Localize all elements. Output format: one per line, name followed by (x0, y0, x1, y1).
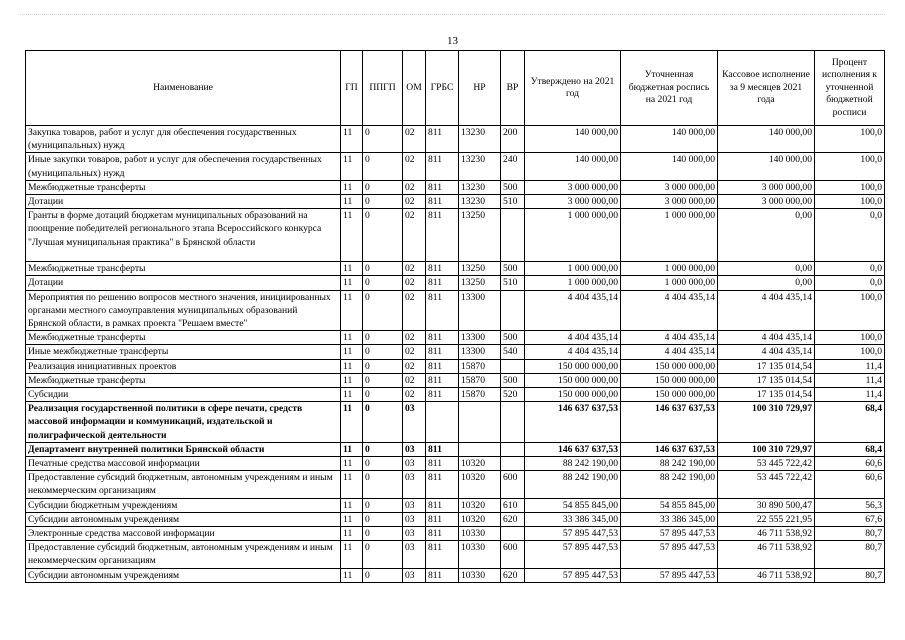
row-vr (501, 457, 525, 471)
table-row (26, 262, 885, 276)
row-name: Межбюджетные трансферты (26, 331, 341, 345)
row-cash: 140 000,00 (718, 153, 815, 180)
header-clarified: Уточненная бюджетная роспись на 2021 год (621, 51, 718, 126)
row-np (459, 402, 501, 443)
row-approved: 57 895 447,53 (525, 527, 621, 541)
row-percent: 0,0 (815, 209, 885, 262)
row-vr: 620 (501, 568, 525, 582)
row-clarified: 88 242 190,00 (621, 471, 718, 498)
row-vr (501, 402, 525, 443)
row-np: 13300 (459, 331, 501, 345)
row-name: Гранты в форме дотаций бюджетам муниципальных образований на поощрение победителей регионального этапа Всероссийского конкурса "Лучшая муниципальная практика" в Брянской области (26, 209, 341, 262)
row-np: 10320 (459, 498, 501, 512)
row-grbs: 811 (426, 541, 459, 568)
row-np: 13250 (459, 276, 501, 290)
row-grbs: 811 (426, 209, 459, 262)
row-om: 02 (403, 209, 426, 262)
row-vr (501, 442, 525, 456)
row-cash: 17 135 014,54 (718, 388, 815, 402)
row-clarified: 150 000 000,00 (621, 373, 718, 387)
row-cash: 17 135 014,54 (718, 373, 815, 387)
row-cash: 53 445 722,42 (718, 457, 815, 471)
table-row (26, 498, 885, 512)
row-approved: 3 000 000,00 (525, 195, 621, 209)
row-gp: 11 (341, 402, 363, 443)
row-gp: 11 (341, 388, 363, 402)
row-grbs: 811 (426, 568, 459, 582)
row-np: 10330 (459, 527, 501, 541)
row-name: Дотации (26, 276, 341, 290)
row-gp: 11 (341, 442, 363, 456)
row-cash: 4 404 435,14 (718, 345, 815, 359)
row-vr: 500 (501, 262, 525, 276)
header-grbs: ГРБС (426, 51, 459, 126)
row-cash: 100 310 729,97 (718, 402, 815, 443)
row-vr: 600 (501, 541, 525, 568)
table-row (26, 276, 885, 290)
row-gp: 11 (341, 512, 363, 526)
row-grbs: 811 (426, 359, 459, 373)
table-row (26, 527, 885, 541)
row-percent: 11,4 (815, 373, 885, 387)
row-vr: 500 (501, 373, 525, 387)
row-approved: 150 000 000,00 (525, 359, 621, 373)
row-np: 13250 (459, 209, 501, 262)
row-percent: 68,4 (815, 442, 885, 456)
row-cash: 4 404 435,14 (718, 331, 815, 345)
header-om: ОМ (403, 51, 426, 126)
row-gp: 11 (341, 498, 363, 512)
table-row (26, 373, 885, 387)
row-om: 02 (403, 195, 426, 209)
row-cash: 0,00 (718, 262, 815, 276)
row-om: 02 (403, 180, 426, 194)
row-clarified: 140 000,00 (621, 126, 718, 153)
row-om: 03 (403, 442, 426, 456)
row-name: Реализация инициативных проектов (26, 359, 341, 373)
budget-table (25, 50, 885, 583)
table-row (26, 209, 885, 262)
row-vr: 540 (501, 345, 525, 359)
row-percent: 68,4 (815, 402, 885, 443)
row-name: Межбюджетные трансферты (26, 373, 341, 387)
row-ppgp: 0 (363, 126, 403, 153)
row-percent: 0,0 (815, 276, 885, 290)
row-percent: 100,0 (815, 180, 885, 194)
row-cash: 22 555 221,95 (718, 512, 815, 526)
row-om: 02 (403, 331, 426, 345)
row-om: 02 (403, 262, 426, 276)
row-om: 03 (403, 541, 426, 568)
table-row (26, 442, 885, 456)
row-percent: 100,0 (815, 345, 885, 359)
row-approved: 4 404 435,14 (525, 331, 621, 345)
row-ppgp: 0 (363, 276, 403, 290)
row-clarified: 140 000,00 (621, 153, 718, 180)
row-cash: 100 310 729,97 (718, 442, 815, 456)
row-approved: 54 855 845,00 (525, 498, 621, 512)
row-cash: 4 404 435,14 (718, 290, 815, 331)
row-ppgp: 0 (363, 180, 403, 194)
row-np: 15870 (459, 388, 501, 402)
row-ppgp: 0 (363, 568, 403, 582)
row-om: 02 (403, 126, 426, 153)
row-clarified: 150 000 000,00 (621, 388, 718, 402)
row-grbs: 811 (426, 262, 459, 276)
row-percent: 100,0 (815, 290, 885, 331)
row-approved: 88 242 190,00 (525, 471, 621, 498)
row-cash: 46 711 538,92 (718, 541, 815, 568)
row-ppgp: 0 (363, 527, 403, 541)
header-name: Наименование (26, 51, 341, 126)
row-name: Предоставление субсидий бюджетным, автономным учреждениям и иным некоммерческим организациям (26, 471, 341, 498)
row-gp: 11 (341, 373, 363, 387)
row-name: Иные закупки товаров, работ и услуг для обеспечения государственных (муниципальных) нужд (26, 153, 341, 180)
row-approved: 1 000 000,00 (525, 209, 621, 262)
row-clarified: 1 000 000,00 (621, 276, 718, 290)
header-percent: Процент исполнения к уточненной бюджетной росписи (815, 51, 885, 126)
row-clarified: 150 000 000,00 (621, 359, 718, 373)
row-ppgp: 0 (363, 345, 403, 359)
row-gp: 11 (341, 126, 363, 153)
row-gp: 11 (341, 568, 363, 582)
row-om: 02 (403, 373, 426, 387)
row-clarified: 33 386 345,00 (621, 512, 718, 526)
row-gp: 11 (341, 471, 363, 498)
row-np: 13250 (459, 262, 501, 276)
row-percent: 100,0 (815, 331, 885, 345)
table-row (26, 402, 885, 443)
table-row (26, 331, 885, 345)
row-vr: 500 (501, 180, 525, 194)
row-name: Департамент внутренней политики Брянской области (26, 442, 341, 456)
row-name: Закупка товаров, работ и услуг для обеспечения государственных (муниципальных) нужд (26, 126, 341, 153)
row-gp: 11 (341, 345, 363, 359)
row-cash: 140 000,00 (718, 126, 815, 153)
row-grbs: 811 (426, 290, 459, 331)
row-ppgp: 0 (363, 373, 403, 387)
row-name: Электронные средства массовой информации (26, 527, 341, 541)
row-vr: 500 (501, 331, 525, 345)
row-percent: 60,6 (815, 471, 885, 498)
row-np: 10320 (459, 471, 501, 498)
row-ppgp: 0 (363, 209, 403, 262)
row-ppgp: 0 (363, 331, 403, 345)
row-om: 02 (403, 388, 426, 402)
row-ppgp: 0 (363, 195, 403, 209)
row-clarified: 57 895 447,53 (621, 527, 718, 541)
row-np: 13230 (459, 180, 501, 194)
table-row (26, 195, 885, 209)
row-gp: 11 (341, 527, 363, 541)
row-name: Предоставление субсидий бюджетным, автономным учреждениям и иным некоммерческим организациям (26, 541, 341, 568)
row-percent: 11,4 (815, 359, 885, 373)
row-ppgp: 0 (363, 541, 403, 568)
row-approved: 4 404 435,14 (525, 290, 621, 331)
row-clarified: 4 404 435,14 (621, 290, 718, 331)
row-approved: 140 000,00 (525, 126, 621, 153)
row-approved: 57 895 447,53 (525, 541, 621, 568)
row-grbs: 811 (426, 498, 459, 512)
row-grbs: 811 (426, 512, 459, 526)
header-gp: ГП (341, 51, 363, 126)
row-np: 10330 (459, 568, 501, 582)
row-om: 02 (403, 276, 426, 290)
row-name: Реализация государственной политики в сфере печати, средств массовой информации и коммуникаций, издательской и полиграфической деятельности (26, 402, 341, 443)
row-gp: 11 (341, 331, 363, 345)
row-grbs: 811 (426, 180, 459, 194)
row-gp: 11 (341, 262, 363, 276)
table-row (26, 290, 885, 331)
table-header-row (26, 51, 885, 126)
header-cash: Кассовое исполнение за 9 месяцев 2021 года (718, 51, 815, 126)
row-grbs: 811 (426, 345, 459, 359)
row-vr: 200 (501, 126, 525, 153)
row-np: 13230 (459, 153, 501, 180)
row-gp: 11 (341, 359, 363, 373)
row-clarified: 1 000 000,00 (621, 209, 718, 262)
row-approved: 4 404 435,14 (525, 345, 621, 359)
row-vr (501, 527, 525, 541)
row-percent: 100,0 (815, 195, 885, 209)
row-cash: 0,00 (718, 209, 815, 262)
row-np: 13300 (459, 345, 501, 359)
row-om: 03 (403, 527, 426, 541)
row-vr (501, 290, 525, 331)
row-vr: 620 (501, 512, 525, 526)
row-clarified: 57 895 447,53 (621, 568, 718, 582)
table-row (26, 359, 885, 373)
row-clarified: 146 637 637,53 (621, 402, 718, 443)
row-vr: 510 (501, 195, 525, 209)
row-approved: 150 000 000,00 (525, 388, 621, 402)
row-ppgp: 0 (363, 471, 403, 498)
row-clarified: 3 000 000,00 (621, 195, 718, 209)
row-grbs: 811 (426, 195, 459, 209)
row-name: Субсидии автономным учреждениям (26, 568, 341, 582)
row-om: 03 (403, 512, 426, 526)
row-vr: 240 (501, 153, 525, 180)
row-ppgp: 0 (363, 498, 403, 512)
row-grbs: 811 (426, 153, 459, 180)
row-grbs: 811 (426, 442, 459, 456)
row-cash: 17 135 014,54 (718, 359, 815, 373)
row-np: 10330 (459, 541, 501, 568)
row-vr (501, 209, 525, 262)
row-clarified: 3 000 000,00 (621, 180, 718, 194)
table-row (26, 457, 885, 471)
row-cash: 30 890 500,47 (718, 498, 815, 512)
row-vr: 600 (501, 471, 525, 498)
row-percent: 100,0 (815, 126, 885, 153)
row-approved: 140 000,00 (525, 153, 621, 180)
row-gp: 11 (341, 290, 363, 331)
row-ppgp: 0 (363, 388, 403, 402)
row-percent: 67,6 (815, 512, 885, 526)
row-vr: 510 (501, 276, 525, 290)
row-ppgp: 0 (363, 290, 403, 331)
row-grbs: 811 (426, 373, 459, 387)
row-name: Мероприятия по решению вопросов местного значения, инициированных органами местного самоуправления муниципальных образований Брянской области, в рамках проекта "Решаем вместе" (26, 290, 341, 331)
row-gp: 11 (341, 541, 363, 568)
row-clarified: 1 000 000,00 (621, 262, 718, 276)
row-percent: 56,3 (815, 498, 885, 512)
table-row (26, 388, 885, 402)
row-om: 02 (403, 359, 426, 373)
row-name: Субсидии бюджетным учреждениям (26, 498, 341, 512)
row-gp: 11 (341, 195, 363, 209)
row-np: 10320 (459, 457, 501, 471)
row-np (459, 442, 501, 456)
row-approved: 1 000 000,00 (525, 262, 621, 276)
row-percent: 60,6 (815, 457, 885, 471)
row-percent: 80,7 (815, 541, 885, 568)
row-gp: 11 (341, 180, 363, 194)
row-percent: 80,7 (815, 527, 885, 541)
page-number: 13 (447, 35, 458, 47)
row-percent: 80,7 (815, 568, 885, 582)
row-ppgp: 0 (363, 359, 403, 373)
table-row (26, 541, 885, 568)
row-grbs: 811 (426, 527, 459, 541)
row-grbs (426, 402, 459, 443)
row-ppgp: 0 (363, 153, 403, 180)
row-om: 03 (403, 471, 426, 498)
row-om: 02 (403, 153, 426, 180)
row-om: 03 (403, 457, 426, 471)
row-ppgp: 0 (363, 262, 403, 276)
table-row (26, 512, 885, 526)
row-clarified: 88 242 190,00 (621, 457, 718, 471)
row-name: Межбюджетные трансферты (26, 180, 341, 194)
table-row (26, 153, 885, 180)
row-approved: 33 386 345,00 (525, 512, 621, 526)
row-percent: 11,4 (815, 388, 885, 402)
row-om: 02 (403, 290, 426, 331)
row-percent: 100,0 (815, 153, 885, 180)
row-clarified: 4 404 435,14 (621, 331, 718, 345)
row-ppgp: 0 (363, 402, 403, 443)
row-grbs: 811 (426, 471, 459, 498)
row-cash: 3 000 000,00 (718, 180, 815, 194)
row-cash: 53 445 722,42 (718, 471, 815, 498)
row-cash: 0,00 (718, 276, 815, 290)
row-vr (501, 359, 525, 373)
row-percent: 0,0 (815, 262, 885, 276)
row-om: 02 (403, 345, 426, 359)
row-name: Иные межбюджетные трансферты (26, 345, 341, 359)
row-ppgp: 0 (363, 457, 403, 471)
header-approved: Утверждено на 2021 год (525, 51, 621, 126)
row-approved: 1 000 000,00 (525, 276, 621, 290)
row-np: 13230 (459, 195, 501, 209)
row-np: 10320 (459, 512, 501, 526)
row-np: 13300 (459, 290, 501, 331)
row-clarified: 146 637 637,53 (621, 442, 718, 456)
row-approved: 146 637 637,53 (525, 442, 621, 456)
row-gp: 11 (341, 276, 363, 290)
table-row (26, 345, 885, 359)
row-np: 15870 (459, 359, 501, 373)
row-ppgp: 0 (363, 512, 403, 526)
table-row (26, 568, 885, 582)
table-body (26, 126, 885, 583)
row-approved: 3 000 000,00 (525, 180, 621, 194)
scan-artifact-line (20, 14, 885, 19)
row-np: 15870 (459, 373, 501, 387)
row-approved: 150 000 000,00 (525, 373, 621, 387)
row-cash: 46 711 538,92 (718, 568, 815, 582)
row-approved: 57 895 447,53 (525, 568, 621, 582)
row-grbs: 811 (426, 276, 459, 290)
table-row (26, 126, 885, 153)
header-ppgp: ППГП (363, 51, 403, 126)
row-clarified: 57 895 447,53 (621, 541, 718, 568)
row-grbs: 811 (426, 126, 459, 153)
row-gp: 11 (341, 457, 363, 471)
row-name: Субсидии (26, 388, 341, 402)
row-om: 03 (403, 498, 426, 512)
header-vr: ВР (501, 51, 525, 126)
row-ppgp: 0 (363, 442, 403, 456)
row-om: 03 (403, 568, 426, 582)
row-name: Печатные средства массовой информации (26, 457, 341, 471)
row-clarified: 54 855 845,00 (621, 498, 718, 512)
row-grbs: 811 (426, 331, 459, 345)
row-approved: 88 242 190,00 (525, 457, 621, 471)
row-grbs: 811 (426, 457, 459, 471)
row-name: Субсидии автономным учреждениям (26, 512, 341, 526)
table-row (26, 180, 885, 194)
row-cash: 46 711 538,92 (718, 527, 815, 541)
row-cash: 3 000 000,00 (718, 195, 815, 209)
row-gp: 11 (341, 153, 363, 180)
row-grbs: 811 (426, 388, 459, 402)
row-gp: 11 (341, 209, 363, 262)
header-np: НР (459, 51, 501, 126)
row-name: Межбюджетные трансферты (26, 262, 341, 276)
row-om: 03 (403, 402, 426, 443)
row-vr: 610 (501, 498, 525, 512)
row-np: 13230 (459, 126, 501, 153)
row-approved: 146 637 637,53 (525, 402, 621, 443)
row-vr: 520 (501, 388, 525, 402)
table-row (26, 471, 885, 498)
row-name: Дотации (26, 195, 341, 209)
row-clarified: 4 404 435,14 (621, 345, 718, 359)
